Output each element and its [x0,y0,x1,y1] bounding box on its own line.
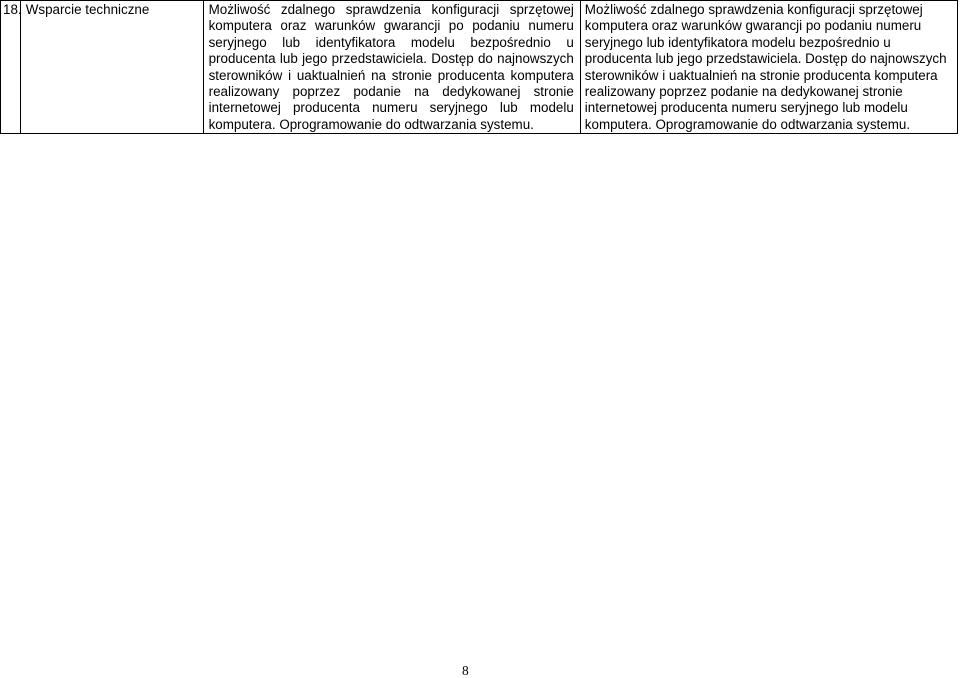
specification-table [0,0,958,134]
row-number-cell: 18. [1,1,21,134]
table-row [1,1,958,134]
offer-cell: Możliwość zdalnego sprawdzenia konfiguracji sprzętowej komputera oraz warunków gwarancji po podaniu numeru seryjnego lub identyfikatora modelu bezpośrednio u producenta lub jego przedstawiciela. Dostęp do najnowszych sterowników i uaktualnień na stronie producenta komputera realizowany poprzez podanie na dedykowanej stronie internetowej producenta numeru seryjnego lub modelu komputera. Oprogramowanie do odtwarzania systemu. [580,1,957,134]
page-number: 8 [462,663,469,678]
requirement-cell: Możliwość zdalnego sprawdzenia konfiguracji sprzętowej komputera oraz warunków gwarancji po podaniu numeru seryjnego lub identyfikatora modelu bezpośrednio u producenta lub jego przedstawiciela. Dostęp do najnowszych sterowników i uaktualnień na stronie producenta komputera realizowany poprzez podanie na dedykowanej stronie internetowej producenta numeru seryjnego lub modelu komputera. Oprogramowanie do odtwarzania systemu. [203,1,580,134]
row-name-cell: Wsparcie techniczne [20,1,203,134]
